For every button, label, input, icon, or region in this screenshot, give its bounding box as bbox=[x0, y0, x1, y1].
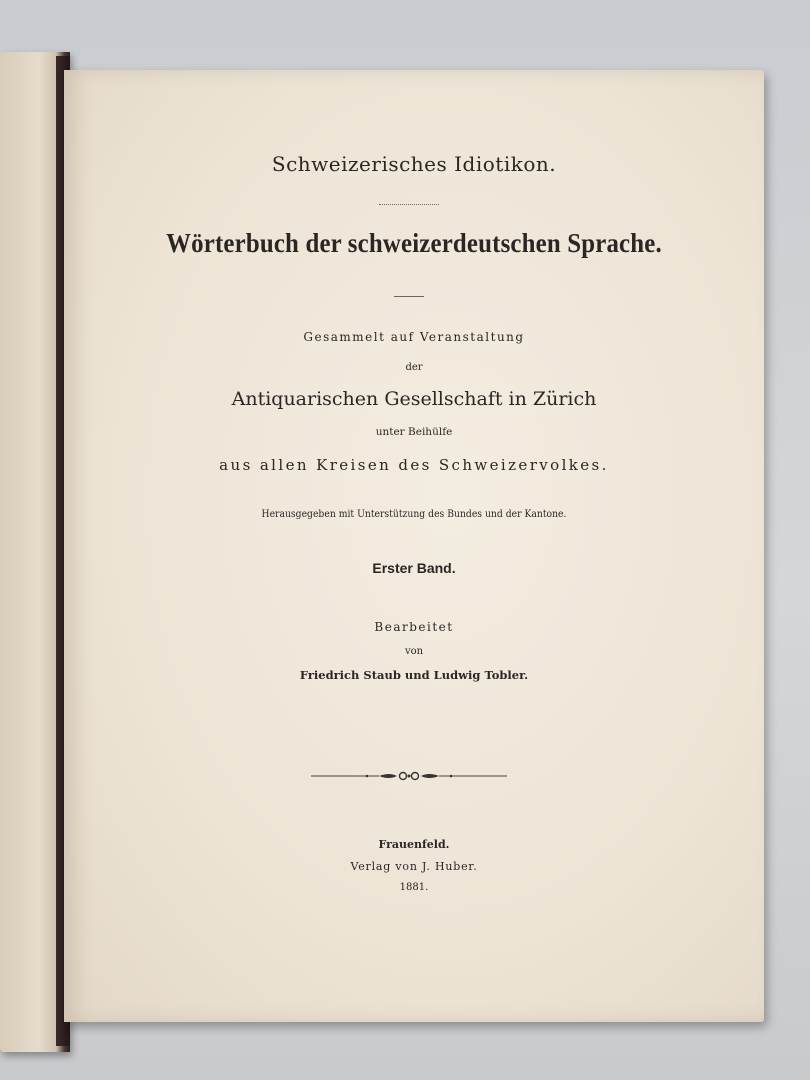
place-line: Frauenfeld. bbox=[378, 838, 450, 851]
with-help-line: unter Beihülfe bbox=[375, 426, 453, 438]
publisher-line: Verlag von J. Huber. bbox=[350, 860, 478, 873]
der-line: der bbox=[405, 362, 423, 373]
series-title: Schweizerisches Idiotikon. bbox=[271, 152, 557, 176]
ornament-divider-icon bbox=[309, 766, 509, 786]
main-title: Wörterbuch der schweizerdeutschen Sprache. bbox=[166, 228, 662, 258]
year-line: 1881. bbox=[399, 882, 429, 893]
authors-line: Friedrich Staub und Ludwig Tobler. bbox=[299, 668, 529, 682]
from-circles-line: aus allen Kreisen des Schweizervolkes. bbox=[219, 456, 609, 474]
divider-dotted bbox=[379, 204, 439, 205]
edited-line: Bearbeitet bbox=[374, 620, 454, 634]
title-page bbox=[64, 70, 764, 1022]
divider-short bbox=[394, 296, 424, 297]
by-line: von bbox=[404, 646, 424, 657]
collected-line: Gesammelt auf Veranstaltung bbox=[303, 330, 525, 344]
society-name: Antiquarischen Gesellschaft in Zürich bbox=[231, 388, 597, 410]
published-with-line: Herausgegeben mit Unterstützung des Bundes und der Kantone. bbox=[261, 508, 567, 520]
volume-label: Erster Band. bbox=[372, 560, 456, 576]
